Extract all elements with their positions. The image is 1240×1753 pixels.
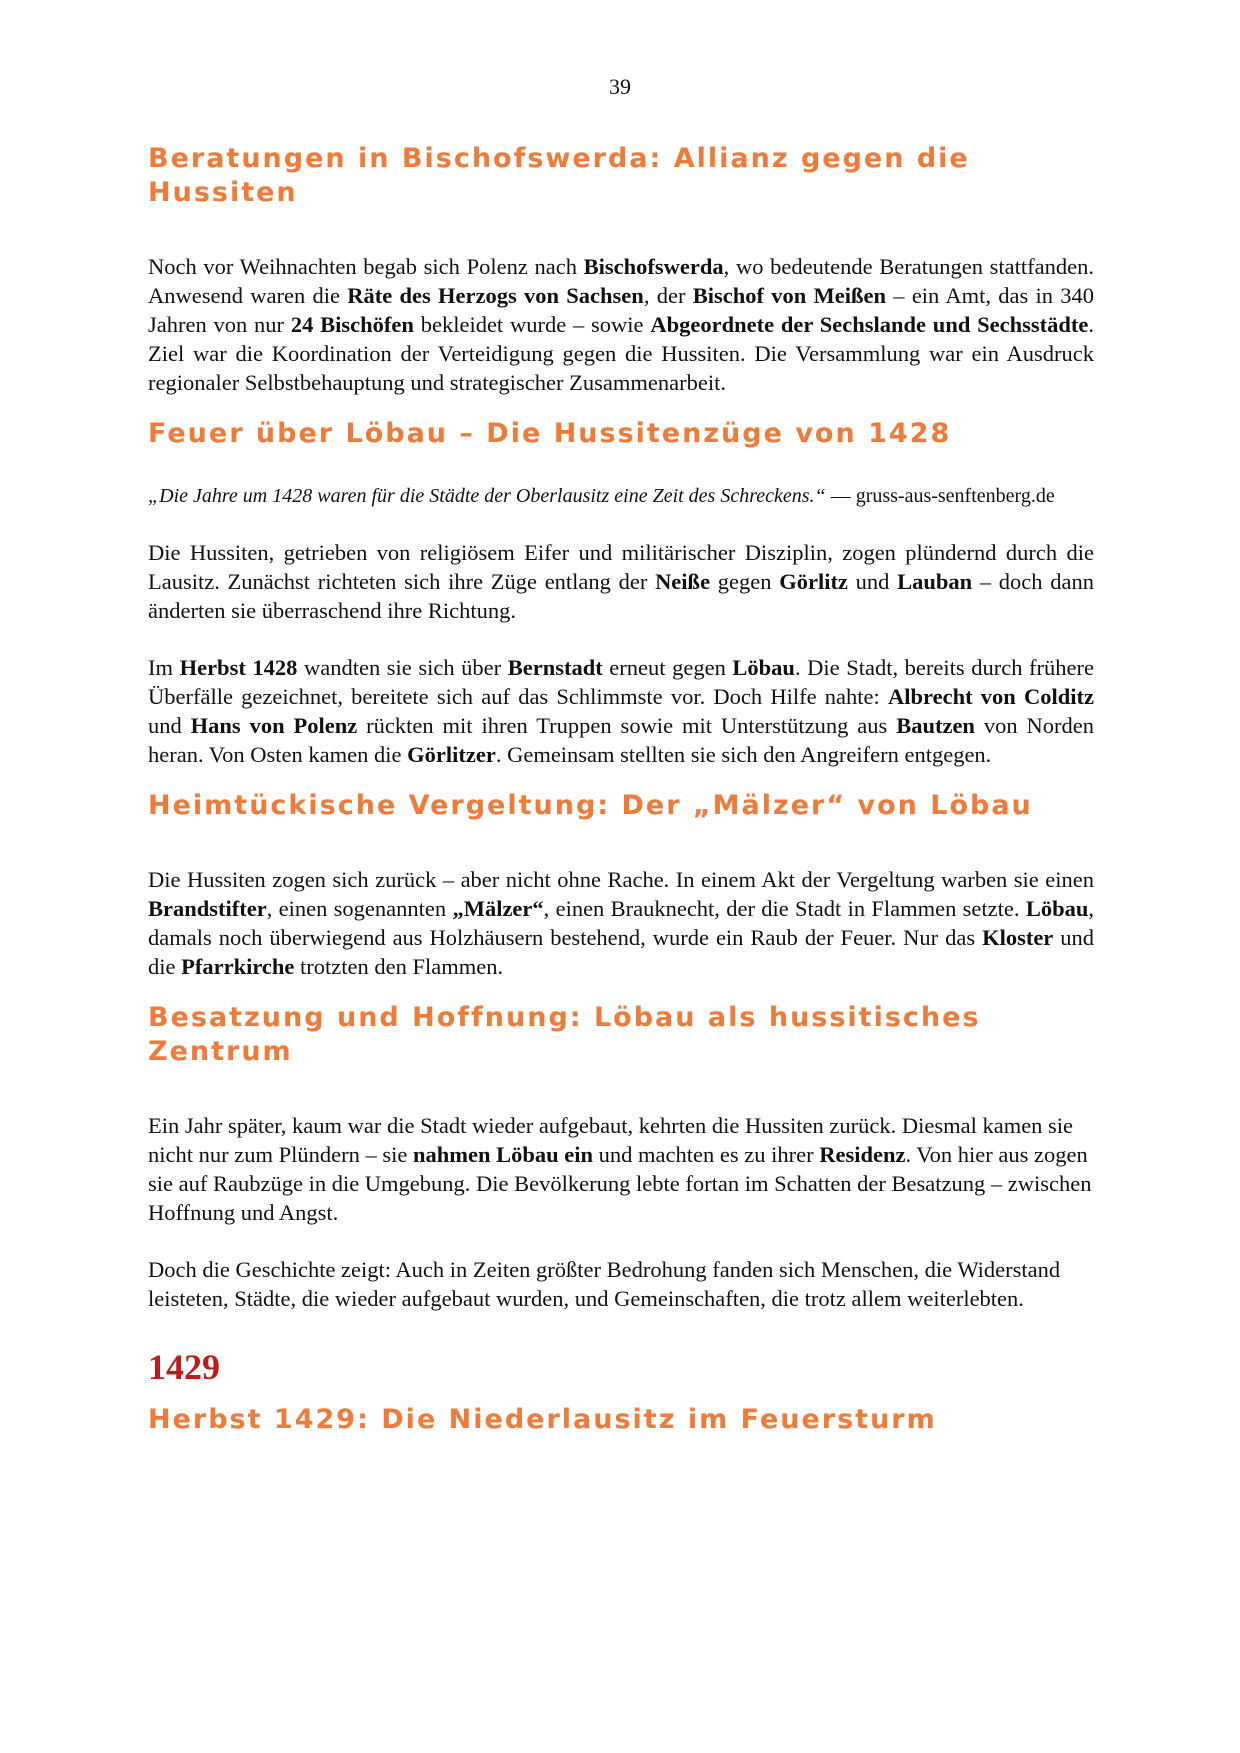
text-run: Die Hussiten, getrieben von religiösem Eifer und militärischer Disziplin, zogen plündernd durch die Lausitz. Zunächst richteten sich ihre Züge entlang der [148, 540, 1094, 594]
text-run: – ein Amt, das in 340 Jahren von nur [148, 283, 1095, 337]
bold-text-run: Lauban [897, 569, 973, 594]
section-heading-besatzung: Besatzung und Hoffnung: Löbau als hussitisches Zentrum [148, 1002, 981, 1067]
text-run: , der [643, 283, 693, 308]
section-heading-bischofswerda: Beratungen in Bischofswerda: Allianz gegen die Hussiten [148, 143, 970, 208]
bold-text-run: Löbau [732, 655, 795, 680]
bold-text-run: Neiße [655, 569, 711, 594]
bold-text-run: 24 Bischöfen [290, 312, 414, 337]
text-run: , einen Brauknecht, der die Stadt in Flammen setzte. [543, 896, 1026, 921]
page-content [148, 142, 1094, 1437]
text-run: , damals noch überwiegend aus Holzhäusern bestehend, wurde ein Raub der Feuer. Nur das [148, 896, 1094, 950]
bold-text-run: Görlitzer [407, 742, 496, 767]
bold-text-run: Räte des Herzogs von Sachsen [347, 283, 644, 308]
text-run: , wo bedeutende Beratungen stattfanden. Anwesend waren die [148, 254, 1094, 308]
text-run: gegen [710, 569, 780, 594]
paragraph-geschichte [148, 1255, 1094, 1313]
paragraph-maelzer [148, 865, 1094, 981]
bold-text-run: Kloster [982, 925, 1054, 950]
section-heading-maelzer: Heimtückische Vergeltung: Der „Mälzer“ von Löbau [148, 790, 1033, 821]
year-heading: 1429 [148, 1347, 220, 1387]
bold-text-run: Bernstadt [507, 655, 603, 680]
text-run: und machten es zu ihrer [593, 1142, 820, 1167]
text-run: von Norden heran. Von Osten kamen die [148, 713, 1094, 767]
text-run: rückten mit ihren Truppen sowie mit Unterstützung aus [357, 713, 897, 738]
bold-text-run: Albrecht von Colditz [888, 684, 1094, 709]
section-heading-herbst-1429: Herbst 1429: Die Niederlausitz im Feuersturm [148, 1404, 937, 1435]
paragraph-bischofswerda [148, 252, 1094, 397]
bold-text-run: Bautzen [896, 713, 975, 738]
bold-text-run: Bischof von Meißen [692, 283, 887, 308]
bold-text-run: Herbst 1428 [179, 655, 298, 680]
text-run: bekleidet wurde – sowie [413, 312, 651, 337]
bold-text-run: Hans von Polenz [190, 713, 358, 738]
text-run: . Von hier aus zogen sie auf Raubzüge in die Umgebung. Die Bevölkerung lebte fortan im Schatten der Besatzung – zwischen Hoffnung und Angst. [148, 1142, 1092, 1225]
text-run: – doch dann änderten sie überraschend ihre Richtung. [148, 569, 1094, 623]
text-run: Die Hussiten zogen sich zurück – aber nicht ohne Rache. In einem Akt der Vergeltung warben sie einen [148, 867, 1094, 892]
text-run: und [847, 569, 898, 594]
bold-text-run: Residenz [819, 1142, 906, 1167]
paragraph-besatzung [148, 1111, 1094, 1227]
text-run: Ein Jahr später, kaum war die Stadt wieder aufgebaut, kehrten die Hussiten zurück. Diesmal kamen sie nicht nur zum Plündern – sie [148, 1113, 1074, 1167]
text-run: . Gemeinsam stellten sie sich den Angreifern entgegen. [495, 742, 992, 767]
page-number: 39 [609, 74, 631, 99]
text-run: Doch die Geschichte zeigt: Auch in Zeiten größter Bedrohung fanden sich Menschen, die Widerstand leisteten, Städte, die wieder aufgebaut wurden, und Gemeinschaften, die trotz allem weiterlebten. [148, 1257, 1061, 1311]
paragraph-hussiten-zuege [148, 538, 1094, 625]
bold-text-run: Brandstifter [148, 896, 267, 921]
quote-block [148, 483, 1094, 510]
text-run: wandten sie sich über [297, 655, 508, 680]
text-run: erneut gegen [602, 655, 733, 680]
quote-source: — gruss-aus-senftenberg.de [825, 485, 1055, 507]
text-run: . Die Stadt, bereits durch frühere Überfälle gezeichnet, bereitete sich auf das Schlimmste vor. Doch Hilfe nahte: [148, 655, 1094, 709]
bold-text-run: nahmen Löbau ein [412, 1142, 594, 1167]
text-run: . Ziel war die Koordination der Verteidigung gegen die Hussiten. Die Versammlung war ein Ausdruck regionaler Selbstbehauptung und strategischer Zusammenarbeit. [148, 312, 1095, 395]
section-heading-feuer-loebau: Feuer über Löbau – Die Hussitenzüge von 1428 [148, 418, 952, 449]
text-run: Noch vor Weihnachten begab sich Polenz nach [148, 254, 584, 279]
bold-text-run: Görlitz [779, 569, 848, 594]
text-run: und die [148, 925, 1095, 979]
bold-text-run: Löbau [1025, 896, 1089, 921]
text-run: Im [148, 655, 180, 680]
bold-text-run: „Mälzer“ [452, 896, 544, 921]
text-run: , einen sogenannten [266, 896, 453, 921]
bold-text-run: Bischofswerda [583, 254, 724, 279]
quote-text: „Die Jahre um 1428 waren für die Städte der Oberlausitz eine Zeit des Schreckens.“ [148, 485, 826, 507]
paragraph-herbst-1428 [148, 653, 1094, 769]
text-run: und [148, 713, 191, 738]
bold-text-run: Pfarrkirche [181, 954, 295, 979]
text-run: trotzten den Flammen. [294, 954, 504, 979]
bold-text-run: Abgeordnete der Sechslande und Sechsstädte [650, 312, 1089, 337]
